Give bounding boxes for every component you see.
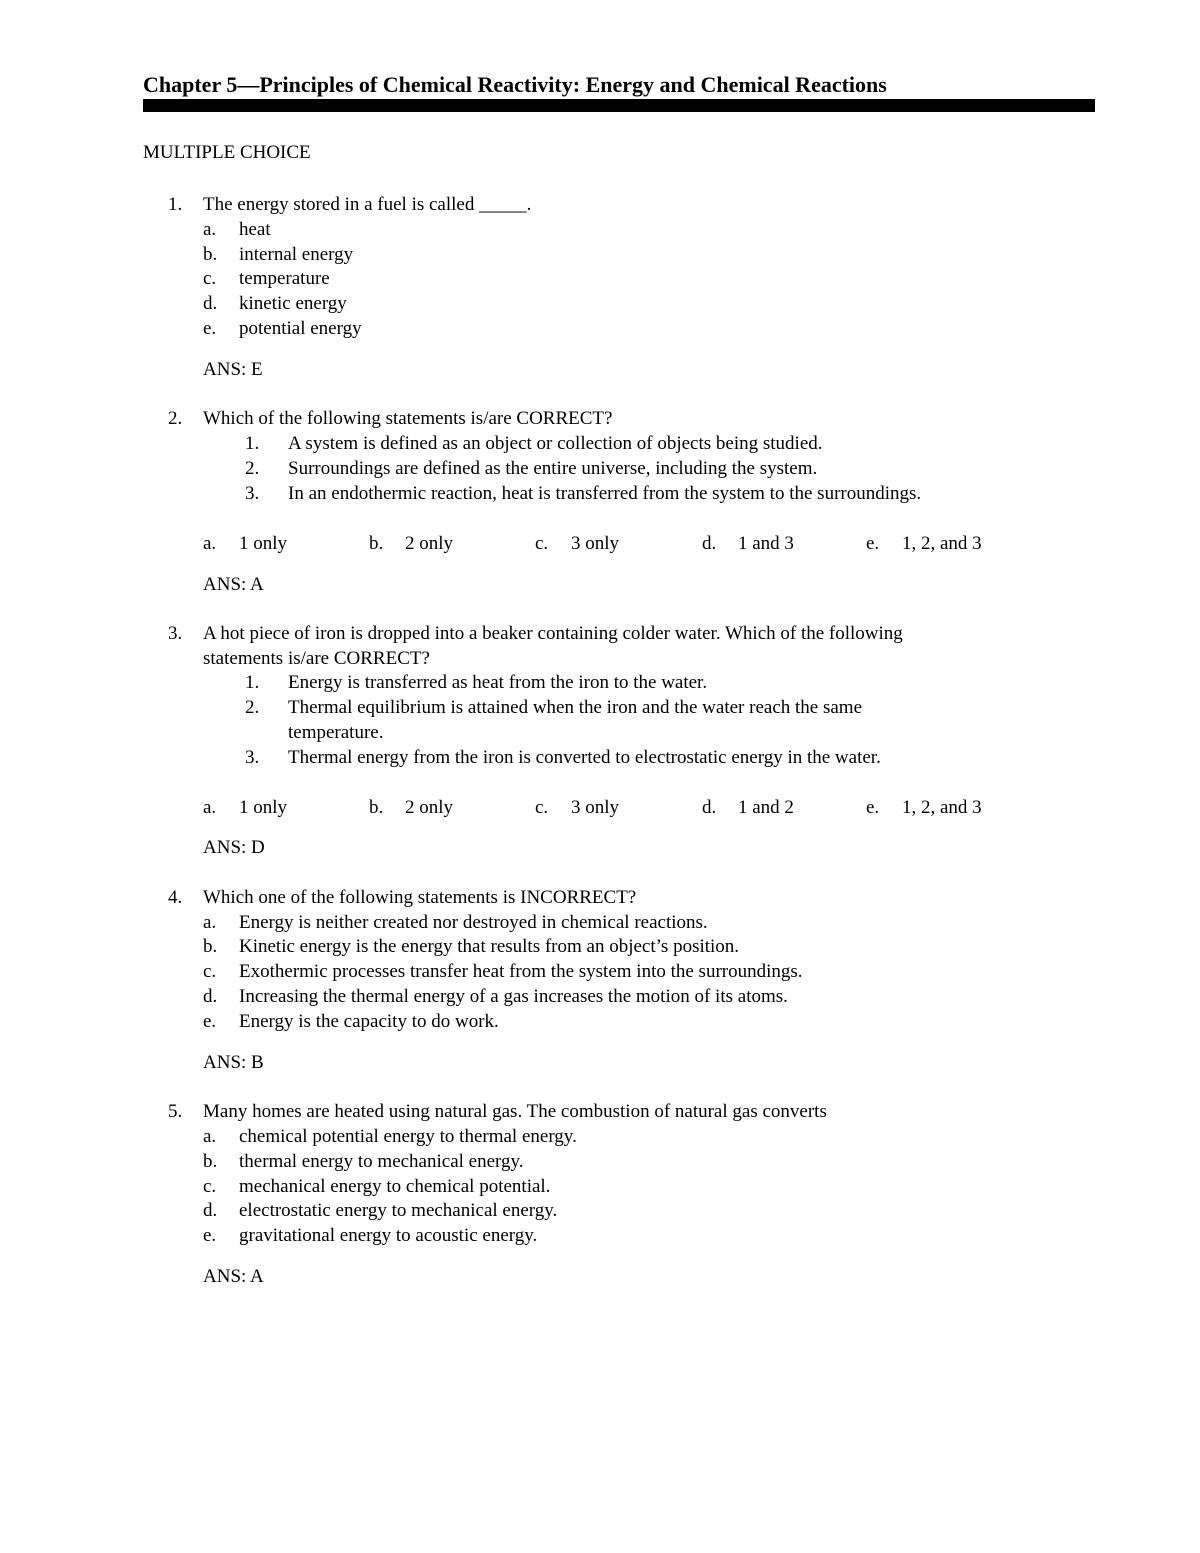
q1-option-label: e. [203, 318, 217, 339]
section-heading: MULTIPLE CHOICE [143, 142, 311, 163]
q3-option-text: 1 only [239, 797, 288, 818]
q4-option-text: Energy is the capacity to do work. [239, 1011, 499, 1032]
q2-statement-number: 1. [245, 433, 260, 454]
q2-option-text: 1 only [239, 533, 288, 554]
q5-option-text: electrostatic energy to mechanical energy. [239, 1200, 558, 1221]
title-rule [143, 99, 1095, 112]
q5-option-text: gravitational energy to acoustic energy. [239, 1225, 538, 1246]
question-3-number: 3. [168, 623, 183, 644]
q2-option-text: 3 only [571, 533, 620, 554]
q3-statement-text: Thermal energy from the iron is converted to electrostatic energy in the water. [288, 747, 881, 768]
question-3-text-cont: statements is/are CORRECT? [203, 648, 430, 669]
q2-option-label: e. [866, 533, 880, 554]
q2-statement-text: In an endothermic reaction, heat is transferred from the system to the surroundings. [288, 483, 922, 504]
q4-option-text: Energy is neither created nor destroyed in chemical reactions. [239, 912, 708, 933]
question-1-text: The energy stored in a fuel is called _____. [203, 194, 532, 215]
q3-statement-text: Energy is transferred as heat from the iron to the water. [288, 672, 708, 693]
q5-option-label: c. [203, 1176, 217, 1197]
q4-option-text: Increasing the thermal energy of a gas increases the motion of its atoms. [239, 986, 788, 1007]
q2-answer: ANS: A [203, 574, 264, 595]
question-5-text: Many homes are heated using natural gas. The combustion of natural gas converts [203, 1101, 827, 1122]
q3-statement-number: 2. [245, 697, 260, 718]
q2-option-label: c. [535, 533, 549, 554]
q3-statement-text-cont: temperature. [288, 722, 384, 743]
q5-answer: ANS: A [203, 1266, 264, 1287]
q3-statement-text: Thermal equilibrium is attained when the iron and the water reach the same [288, 697, 863, 718]
q5-option-text: thermal energy to mechanical energy. [239, 1151, 524, 1172]
q1-option-text: temperature [239, 268, 330, 289]
q4-option-label: b. [203, 936, 218, 957]
question-3-text: A hot piece of iron is dropped into a beaker containing colder water. Which of the following [203, 623, 903, 644]
page-title: Chapter 5—Principles of Chemical Reactivity: Energy and Chemical Reactions [143, 72, 887, 97]
q2-option-label: d. [702, 533, 717, 554]
q3-answer: ANS: D [203, 837, 265, 858]
q3-option-label: e. [866, 797, 880, 818]
q1-option-text: kinetic energy [239, 293, 347, 314]
q5-option-label: d. [203, 1200, 218, 1221]
q1-option-text: potential energy [239, 318, 362, 339]
q1-option-label: a. [203, 219, 217, 240]
q5-option-label: e. [203, 1225, 217, 1246]
q4-option-label: e. [203, 1011, 217, 1032]
q2-option-text: 1 and 3 [738, 533, 794, 554]
q2-option-text: 1, 2, and 3 [902, 533, 982, 554]
q3-option-text: 1, 2, and 3 [902, 797, 982, 818]
q3-option-text: 3 only [571, 797, 620, 818]
q1-option-text: internal energy [239, 244, 354, 265]
q3-statement-number: 1. [245, 672, 260, 693]
question-4-text: Which one of the following statements is INCORRECT? [203, 887, 637, 908]
q5-option-text: mechanical energy to chemical potential. [239, 1176, 551, 1197]
q2-statement-text: Surroundings are defined as the entire universe, including the system. [288, 458, 818, 479]
q4-option-label: c. [203, 961, 217, 982]
question-1-number: 1. [168, 194, 183, 215]
q5-option-label: a. [203, 1126, 217, 1147]
q2-option-label: b. [369, 533, 384, 554]
q5-option-text: chemical potential energy to thermal energy. [239, 1126, 577, 1147]
question-2-number: 2. [168, 408, 183, 429]
q1-option-label: b. [203, 244, 218, 265]
q1-answer: ANS: E [203, 359, 263, 380]
q2-option-text: 2 only [405, 533, 454, 554]
q3-option-label: b. [369, 797, 384, 818]
q3-statement-number: 3. [245, 747, 260, 768]
q4-option-text: Kinetic energy is the energy that results from an object’s position. [239, 936, 740, 957]
q5-option-label: b. [203, 1151, 218, 1172]
q3-option-text: 2 only [405, 797, 454, 818]
q2-statement-text: A system is defined as an object or collection of objects being studied. [288, 433, 823, 454]
q1-option-text: heat [239, 219, 271, 240]
q4-option-text: Exothermic processes transfer heat from the system into the surroundings. [239, 961, 803, 982]
question-5-number: 5. [168, 1101, 183, 1122]
question-2-text: Which of the following statements is/are CORRECT? [203, 408, 613, 429]
q4-option-label: a. [203, 912, 217, 933]
q2-statement-number: 3. [245, 483, 260, 504]
q3-option-text: 1 and 2 [738, 797, 794, 818]
q3-option-label: c. [535, 797, 549, 818]
q4-answer: ANS: B [203, 1052, 264, 1073]
q1-option-label: c. [203, 268, 217, 289]
q1-option-label: d. [203, 293, 218, 314]
q2-option-label: a. [203, 533, 217, 554]
q3-option-label: a. [203, 797, 217, 818]
q2-statement-number: 2. [245, 458, 260, 479]
q4-option-label: d. [203, 986, 218, 1007]
question-4-number: 4. [168, 887, 183, 908]
q3-option-label: d. [702, 797, 717, 818]
